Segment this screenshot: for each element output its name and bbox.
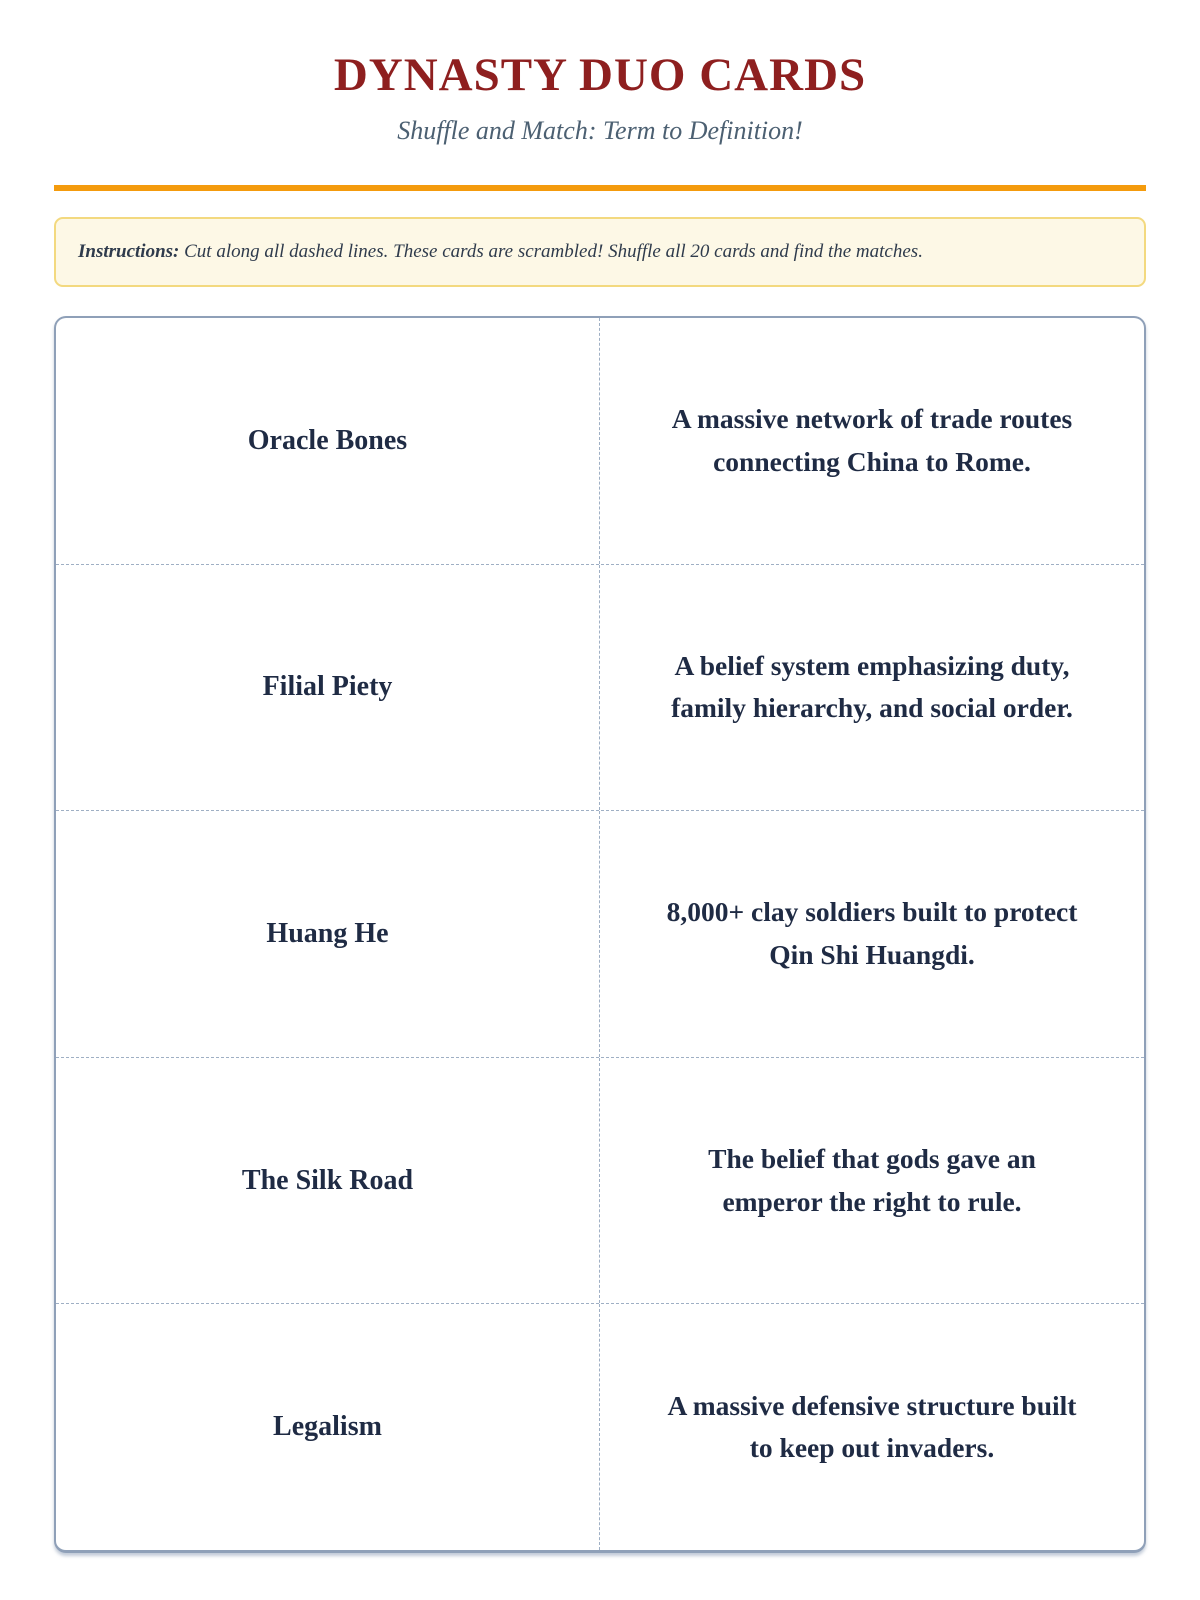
definition-card — [600, 318, 1144, 564]
term-text: The Silk Road — [241, 1164, 414, 1196]
instructions-label: Instructions: — [78, 241, 180, 263]
term-text: Legalism — [273, 1411, 382, 1443]
term-card — [56, 565, 600, 811]
definition-card — [600, 1058, 1144, 1304]
card-row-3 — [56, 810, 1144, 1057]
card-row-1 — [56, 318, 1144, 564]
card-grid — [54, 316, 1146, 1553]
card-row-2 — [56, 564, 1144, 811]
accent-divider — [54, 185, 1146, 191]
definition-text: 8,000+ clay soldiers built to protect Qin Shi Huangdi. — [666, 896, 1078, 971]
term-text: Filial Piety — [262, 671, 393, 703]
definition-card — [600, 565, 1144, 811]
card-row-5 — [56, 1303, 1144, 1550]
term-card — [56, 1058, 600, 1304]
instructions-box — [54, 217, 1146, 287]
page-subtitle: Shuffle and Match: Term to Definition! — [397, 115, 803, 145]
term-text: Huang He — [266, 918, 389, 950]
instructions-text: Cut along all dashed lines. These cards are scrambled! Shuffle all 20 cards and find the matches. — [184, 241, 923, 263]
term-card — [56, 811, 600, 1057]
definition-text: A massive defensive structure built to keep out invaders. — [667, 1389, 1077, 1464]
term-card — [56, 1304, 600, 1550]
card-row-4 — [56, 1057, 1144, 1304]
definition-card — [600, 811, 1144, 1057]
term-card — [56, 318, 600, 564]
page-title: DYNASTY DUO CARDS — [333, 49, 867, 101]
definition-text: The belief that gods gave an emperor the right to rule. — [708, 1142, 1036, 1217]
definition-text: A belief system emphasizing duty, family hierarchy, and social order. — [671, 649, 1073, 724]
definition-card — [600, 1304, 1144, 1550]
term-text: Oracle Bones — [247, 424, 408, 456]
definition-text: A massive network of trade routes connecting China to Rome. — [671, 403, 1073, 477]
